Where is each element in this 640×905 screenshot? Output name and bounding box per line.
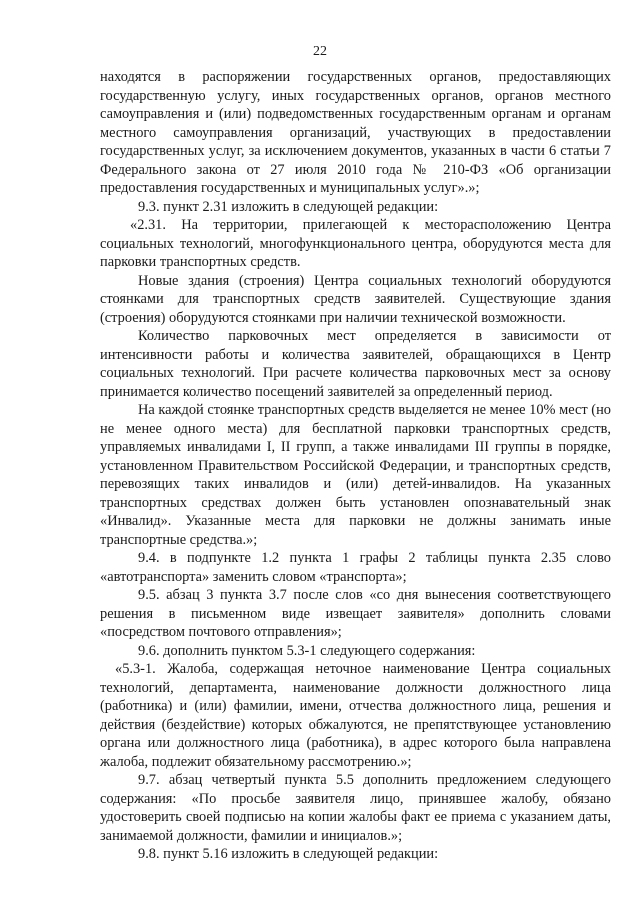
paragraph-9-8: 9.8. пункт 5.16 изложить в следующей редакции: [138, 846, 439, 862]
paragraph-9-7: 9.7. абзац четвертый пункта 5.5 дополнить предложением следующего содержания: «По просьбе заявителя лицо, принявшее жалобу, обязано удостоверить своей подписью на копии жалобы факт ее приема с указанием даты, занимаемой должности, фамилии и инициалов.»; [100, 772, 611, 844]
page-number: 22 [313, 44, 327, 59]
paragraph-parking-count: Количество парковочных мест определяется в зависимости от интенсивности работы и количества заявителей, обращающихся в Центр социальных технологий. При расчете количества парковочных мест за основу принимается количество посещений заявителей за определенный период. [100, 328, 611, 400]
paragraph-5-3-1: «5.3-1. Жалоба, содержащая неточное наименование Центра социальных технологий, департамента, наименование должности должностного лица (работника) и (или) фамилии, имени, отчества должностного лица, решения и действия (бездействие) которых обжалуются, не препятствующее установлению органа или должностного лица (работника), в адрес которого была направлена жалоба, подлежит обязательному рассмотрению.»; [100, 661, 611, 770]
paragraph-9-5: 9.5. абзац 3 пункта 3.7 после слов «со дня вынесения соответствующего решения в письменном виде извещает заявителя» дополнить словами «посредством почтового отправления»; [100, 587, 611, 640]
paragraph-new-buildings: Новые здания (строения) Центра социальных технологий оборудуются стоянками для транспортных средств заявителей. Существующие здания (строения) оборудуются стоянками при наличии технической возможности. [100, 272, 611, 326]
paragraph-9-4: 9.4. в подпункте 1.2 пункта 1 графы 2 таблицы пункта 2.35 слово «автотранспорта» заменить словом «транспорта»; [100, 550, 611, 585]
document-body [100, 68, 611, 864]
paragraph-9-3: 9.3. пункт 2.31 изложить в следующей редакции: [138, 198, 439, 215]
paragraph-continuation: находятся в распоряжении государственных органов, предоставляющих государственную услугу, иных государственных органов, органов местного самоуправления и (или) подведомственных государственным органам и органам местного самоуправления организаций, участвующих в предоставлении государственных услуг, за исключением документов, указанных в части 6 статьи 7 Федерального закона от 27 июля 2010 года № 210-ФЗ «Об организации предоставления государственных и муниципальных услуг».»; [100, 69, 611, 196]
paragraph-9-6: 9.6. дополнить пунктом 5.3-1 следующего содержания: [138, 642, 476, 659]
paragraph-disabled-parking: На каждой стоянке транспортных средств выделяется не менее 10% мест (но не менее одного места) для бесплатной парковки транспортных средств, управляемых инвалидами I, II групп, а также инвалидами III группы в порядке, установленном Правительством Российской Федерации, и транспортных средств, перевозящих таких инвалидов и (или) детей-инвалидов. На указанных транспортных средствах должен быть установлен опознавательный знак «Инвалид». Указанные места для парковки не должны занимать иные транспортные средства.»; [100, 402, 611, 548]
paragraph-2-31: «2.31. На территории, прилегающей к месторасположению Центра социальных технологий, многофункционального центра, оборудуются места для парковки транспортных средств. [100, 217, 611, 270]
